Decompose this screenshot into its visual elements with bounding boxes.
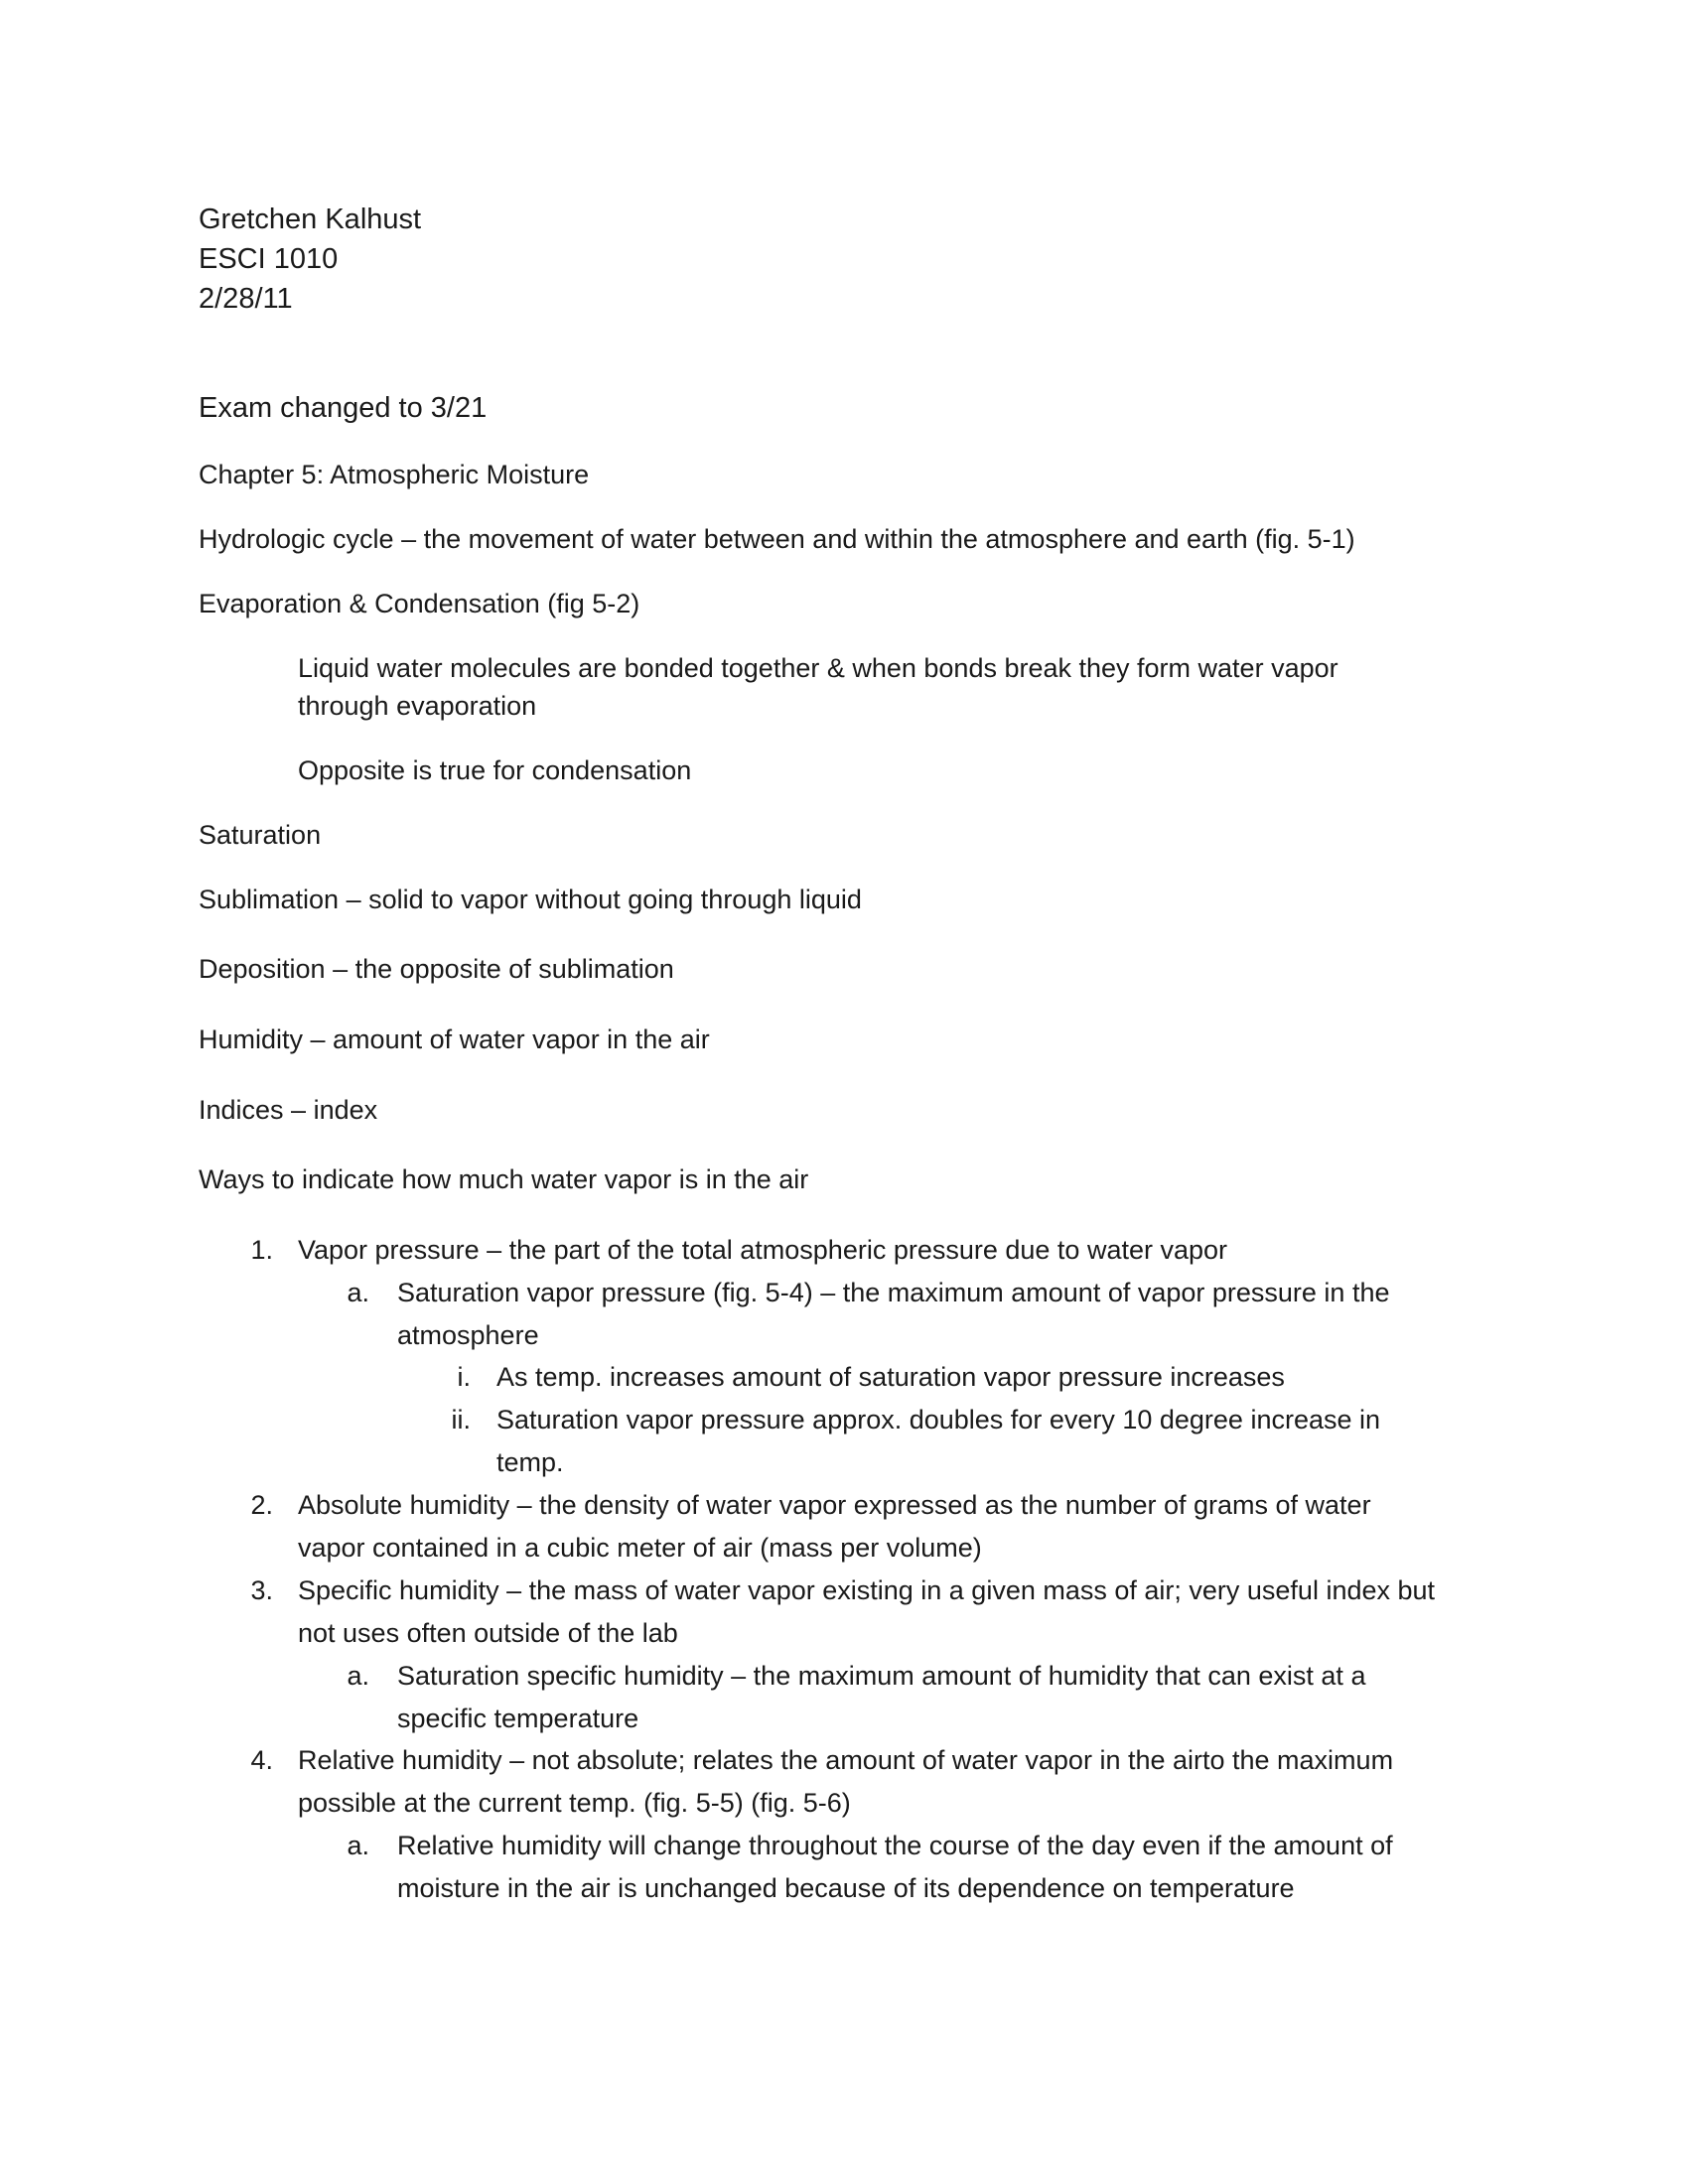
specific-humidity-line1: Specific humidity – the mass of water vapor existing in a given mass of air; very useful index but [298,1575,1436,1605]
saturation-specific-humidity-line2: specific temperature [397,1704,639,1733]
course-code: ESCI 1010 [199,243,339,275]
specific-humidity-line2: not uses often outside of the lab [298,1618,678,1648]
roman-item-ii-line2: temp. [496,1447,564,1477]
list-item-vapor-pressure: Vapor pressure – the part of the total atmospheric pressure due to water vapor [298,1235,1228,1265]
sublimation-note: Sublimation – solid to vapor without going through liquid [199,885,862,914]
indices-note: Indices – index [199,1095,378,1125]
relative-humidity-line2: possible at the current temp. (fig. 5-5) (fig. 5-6) [298,1788,851,1818]
list-number-1: 1. [250,1235,273,1265]
relative-humidity-detail-line2: moisture in the air is unchanged because of its dependence on temperature [397,1873,1295,1903]
saturation-vapor-pressure-line2: atmosphere [397,1320,539,1350]
relative-humidity-detail-line1: Relative humidity will change throughout the course of the day even if the amount of [397,1831,1393,1860]
author-name: Gretchen Kalhust [199,204,422,235]
list-letter-4a: a. [347,1831,369,1860]
condensation-note: Opposite is true for condensation [298,755,692,785]
list-number-4: 4. [250,1745,273,1775]
roman-item-ii-line1: Saturation vapor pressure approx. doubles for every 10 degree increase in [496,1405,1381,1434]
evaporation-text-line1: Liquid water molecules are bonded together & when bonds break they form water vapor [298,653,1338,683]
roman-item-i: As temp. increases amount of saturation vapor pressure increases [496,1362,1285,1392]
exam-notice: Exam changed to 3/21 [199,392,488,424]
hydrologic-cycle-note: Hydrologic cycle – the movement of water between and within the atmosphere and earth (fig. 5-1) [199,524,1355,554]
absolute-humidity-line1: Absolute humidity – the density of water vapor expressed as the number of grams of water [298,1490,1371,1520]
list-number-3: 3. [250,1575,273,1605]
list-roman-ii: ii. [451,1405,471,1434]
list-number-2: 2. [250,1490,273,1520]
saturation-heading: Saturation [199,820,322,850]
evaporation-heading: Evaporation & Condensation (fig 5-2) [199,589,640,618]
relative-humidity-line1: Relative humidity – not absolute; relates the amount of water vapor in the airto the maximum [298,1745,1394,1775]
humidity-note: Humidity – amount of water vapor in the air [199,1024,710,1054]
saturation-vapor-pressure-line1: Saturation vapor pressure (fig. 5-4) – the maximum amount of vapor pressure in the [397,1278,1390,1307]
saturation-specific-humidity-line1: Saturation specific humidity – the maximum amount of humidity that can exist at a [397,1661,1366,1691]
list-roman-i: i. [457,1362,471,1392]
note-date: 2/28/11 [199,283,293,315]
chapter-title: Chapter 5: Atmospheric Moisture [199,460,590,489]
list-letter-3a: a. [347,1661,369,1691]
evaporation-text-line2: through evaporation [298,691,537,721]
absolute-humidity-line2: vapor contained in a cubic meter of air (mass per volume) [298,1533,982,1563]
deposition-note: Deposition – the opposite of sublimation [199,954,674,984]
ways-heading: Ways to indicate how much water vapor is in the air [199,1164,809,1194]
list-letter-1a: a. [347,1278,369,1307]
